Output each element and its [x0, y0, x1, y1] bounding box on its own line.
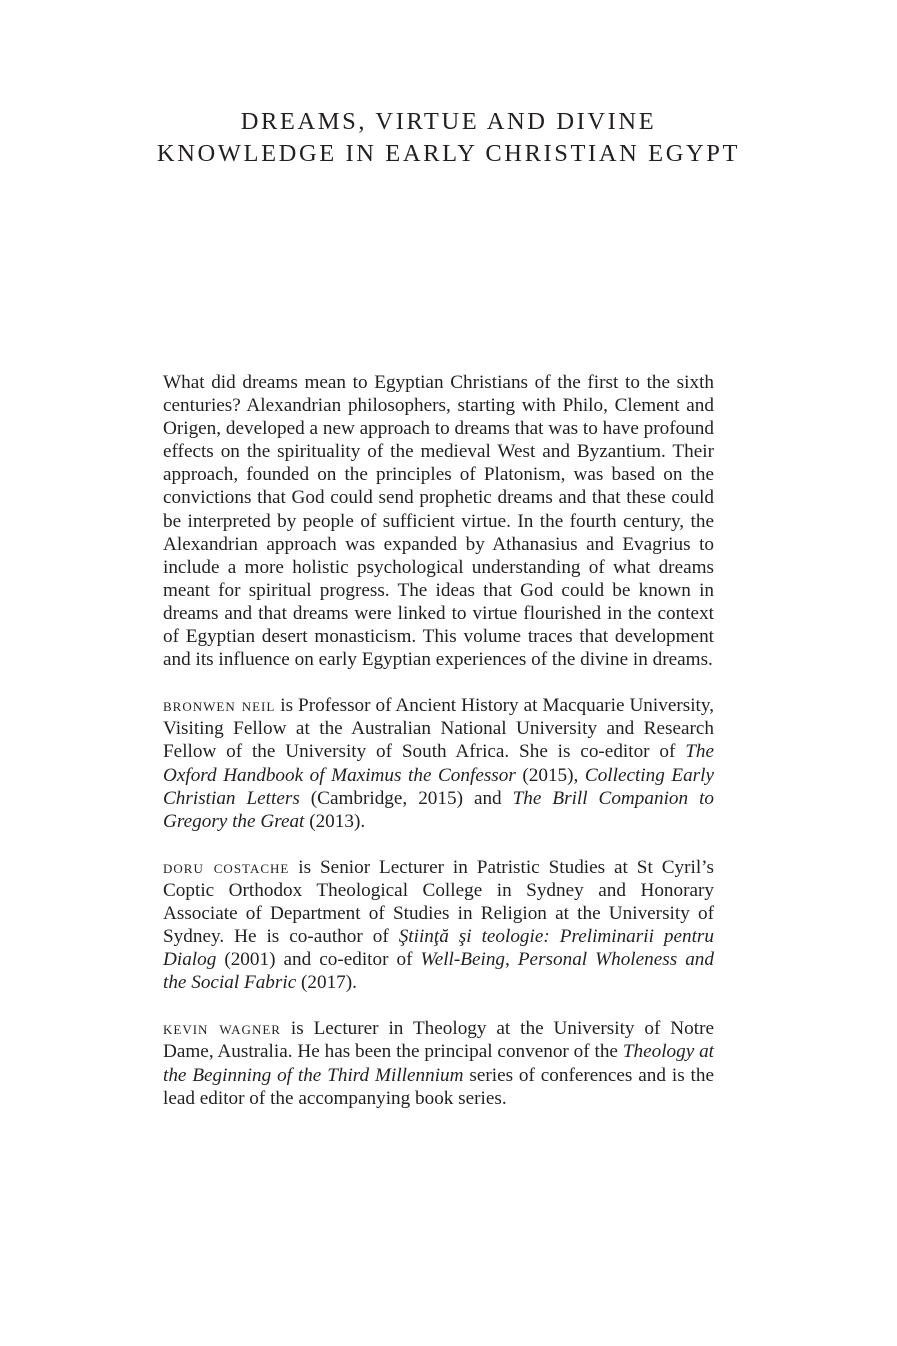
- book-title-italic: Collecting Early Christian Letters: [163, 764, 714, 809]
- book-title-line-2: KNOWLEDGE IN EARLY CHRISTIAN EGYPT: [156, 140, 741, 167]
- book-title-italic: Well-Being, Personal Wholeness and the Social Fabric: [163, 949, 714, 994]
- book-title-italic: The Oxford Handbook of Maximus the Confessor: [163, 741, 714, 786]
- bio-text: series of conferences and is the lead editor of the accompanying book series.: [163, 1064, 714, 1109]
- author-name: bronwen neil: [163, 695, 276, 717]
- book-title-italic: Theology at the Beginning of the Third Millennium: [163, 1041, 714, 1086]
- bio-text: (Cambridge, 2015) and: [299, 787, 513, 809]
- cover-copy: [163, 371, 714, 1133]
- bio-text: is Professor of Ancient History at Macquarie University, Visiting Fellow at the Australian National University and Research Fellow of the University of South Africa. She is co-editor of: [163, 695, 714, 763]
- book-description: What did dreams mean to Egyptian Christians of the first to the sixth centuries? Alexandrian philosophers, starting with Philo, Clement and Origen, developed a new approach to dreams that was to have profound effects on the spirituality of the medieval West and Byzantium. Their approach, founded on the principles of Platonism, was based on the convictions that God could send prophetic dreams and that these could be interpreted by people of sufficient virtue. In the fourth century, the Alexandrian approach was expanded by Athanasius and Evagrius to include a more holistic psychological understanding of what dreams meant for spiritual progress. The ideas that God could be known in dreams and that dreams were linked to virtue flourished in the context of Egyptian desert monasticism. This volume traces that development and its influence on early Egyptian experiences of the divine in dreams.: [163, 372, 714, 671]
- book-title-italic: Ştiinţă şi teologie: Preliminarii pentru Dialog: [163, 926, 714, 971]
- bio-bronwen-neil: [163, 694, 714, 833]
- author-name: doru costache: [163, 856, 290, 878]
- book-title-line-1: DREAMS, VIRTUE AND DIVINE: [240, 108, 657, 135]
- bio-text: is Lecturer in Theology at the University of Notre Dame, Australia. He has been the principal convenor of the: [163, 1018, 714, 1063]
- bio-text: (2017).: [296, 972, 357, 994]
- bio-text: (2015),: [515, 764, 585, 786]
- bio-text: (2013).: [304, 810, 366, 832]
- book-title: [0, 106, 897, 170]
- bio-text: is Senior Lecturer in Patristic Studies at St Cyril’s Coptic Orthodox Theological College in Sydney and Honorary Associate of Department of Studies in Religion at the University of Sydney. He is co-author of: [163, 856, 714, 948]
- book-title-italic: The Brill Companion to Gregory the Great: [163, 787, 714, 832]
- bio-text: (2001) and co-editor of: [216, 949, 421, 971]
- author-name: kevin wagner: [163, 1018, 281, 1040]
- bio-doru-costache: [163, 856, 714, 995]
- bio-kevin-wagner: [163, 1017, 714, 1109]
